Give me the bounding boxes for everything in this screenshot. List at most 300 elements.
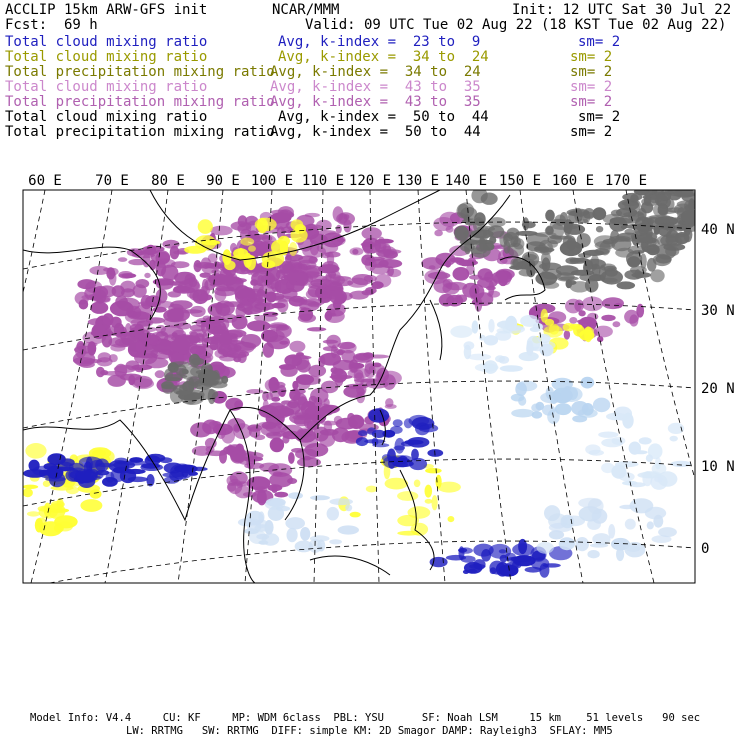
latitude-label: 10 N <box>701 459 735 475</box>
cloud-cell <box>457 295 467 303</box>
cloud-cell <box>375 274 392 288</box>
cloud-cell <box>625 519 636 530</box>
cloud-cell <box>189 354 200 367</box>
cloud-cell <box>23 488 33 497</box>
cloud-cell <box>258 422 278 428</box>
cloud-cell <box>624 270 643 280</box>
cloud-cell <box>285 517 305 529</box>
cloud-cell <box>358 430 368 436</box>
cloud-cell <box>274 492 288 498</box>
cloud-cell <box>522 217 529 230</box>
cloud-cell <box>122 273 136 278</box>
cloud-cell <box>593 398 610 413</box>
cloud-cell <box>249 531 267 544</box>
cloud-cell <box>383 374 396 390</box>
cloud-cell <box>499 549 507 553</box>
longitude-label: 160 E <box>551 173 595 189</box>
cloud-cell <box>348 415 364 429</box>
cloud-cell <box>569 317 577 324</box>
cloud-cell <box>23 485 39 489</box>
latitude-label: 0 <box>701 541 710 557</box>
cloud-cell <box>655 255 671 264</box>
cloud-cell <box>240 238 254 246</box>
cloud-cell <box>657 210 676 214</box>
cloud-cell <box>439 212 459 227</box>
cloud-cell <box>489 561 504 575</box>
field-name: Total precipitation mixing ratio <box>5 64 275 80</box>
cloud-cell <box>468 354 492 361</box>
cloud-cell <box>96 463 114 467</box>
cloud-cell <box>364 439 385 443</box>
cloud-cell <box>327 252 334 266</box>
cloud-cell <box>385 404 397 409</box>
cloud-cell <box>390 426 403 434</box>
cloud-cell <box>218 329 229 334</box>
cloud-cell <box>265 499 285 510</box>
cloud-cell <box>257 218 268 234</box>
cloud-cell <box>428 272 450 280</box>
cloud-cell <box>534 232 556 237</box>
longitude-label: 60 E <box>28 173 62 189</box>
cloud-cell <box>329 498 353 505</box>
cloud-cell <box>297 360 311 373</box>
cloud-cell <box>243 492 257 497</box>
cloud-cell <box>574 300 584 312</box>
cloud-cell <box>531 404 541 412</box>
cloud-cell <box>368 408 389 422</box>
cloud-cell <box>272 438 284 452</box>
cloud-cell <box>268 402 284 410</box>
cloud-cell <box>483 360 497 374</box>
cloud-cell <box>269 278 277 289</box>
cloud-cell <box>297 414 321 420</box>
cloud-cell <box>119 327 127 341</box>
cloud-cell <box>108 337 131 348</box>
cloud-cell <box>299 308 313 322</box>
cloud-cell <box>463 570 469 574</box>
cloud-cell <box>135 340 143 352</box>
cloud-cell <box>338 342 356 349</box>
cloud-cell <box>345 504 352 511</box>
cloud-cell <box>565 257 579 264</box>
cloud-cell <box>233 424 240 433</box>
cloud-cell <box>118 257 127 262</box>
cloud-cell <box>382 454 391 461</box>
cloud-cell <box>561 515 575 528</box>
cloud-cell <box>671 461 692 467</box>
cloud-cell <box>161 384 177 389</box>
cloud-cell <box>637 208 646 221</box>
cloud-cell <box>624 310 639 324</box>
cloud-cell <box>525 261 548 274</box>
cloud-cell <box>273 471 283 476</box>
cloud-cell <box>349 360 359 373</box>
run-title: ACCLIP 15km ARW-GFS init <box>5 2 208 18</box>
cloud-cell <box>194 260 202 272</box>
cloud-cell <box>302 245 326 258</box>
cloud-cell <box>201 257 211 269</box>
cloud-cell <box>590 543 608 547</box>
cloud-cell <box>335 376 343 386</box>
cloud-cell <box>450 326 472 338</box>
cloud-cell <box>90 489 102 499</box>
field-smoothing: sm= 2 <box>570 49 613 65</box>
cloud-cell <box>310 495 330 500</box>
cloud-cell <box>327 507 339 521</box>
forecast-hours: 69 h <box>64 17 98 33</box>
cloud-cell <box>333 368 344 375</box>
cloud-cell <box>138 330 151 343</box>
cloud-cell <box>361 254 374 266</box>
cloud-cell <box>601 463 614 473</box>
cloud-cell <box>469 564 486 569</box>
cloud-cell <box>500 365 523 372</box>
cloud-cell <box>266 432 282 439</box>
cloud-cell <box>144 273 150 278</box>
cloud-cell <box>412 417 435 430</box>
cloud-cell <box>216 286 235 291</box>
cloud-cell <box>456 260 478 266</box>
cloud-cell <box>184 394 196 404</box>
cloud-cell <box>305 213 320 217</box>
cloud-cell <box>295 449 318 460</box>
cloud-cell <box>263 400 269 412</box>
cloud-cell <box>108 268 119 275</box>
cloud-cell <box>600 270 623 285</box>
valid-time: Valid: 09 UTC Tue 02 Aug 22 (18 KST Tue 02 Aug 22) <box>305 17 727 33</box>
cloud-cell <box>488 319 494 333</box>
field-smoothing: sm= 2 <box>570 64 613 80</box>
longitude-label: 130 E <box>396 173 440 189</box>
cloud-cell <box>162 472 184 477</box>
cloud-cell <box>601 315 615 321</box>
cloud-cell <box>425 468 442 473</box>
cloud-cell <box>25 443 46 459</box>
cloud-cell <box>296 352 304 356</box>
cloud-cell <box>460 242 475 252</box>
cloud-cell <box>414 480 421 488</box>
cloud-cell <box>599 241 610 255</box>
field-smoothing: sm= 2 <box>570 79 613 95</box>
cloud-cell <box>629 442 641 455</box>
cloud-cell <box>141 295 153 309</box>
cloud-cell <box>487 291 500 298</box>
cloud-cell <box>89 460 105 474</box>
cloud-cell <box>210 334 231 345</box>
cloud-cell <box>270 324 287 328</box>
cloud-cell <box>282 288 297 299</box>
cloud-cell <box>468 569 477 573</box>
cloud-cell <box>338 213 347 224</box>
cloud-cell <box>80 499 102 512</box>
cloud-cell <box>338 525 359 534</box>
cloud-cell <box>446 555 466 561</box>
cloud-cell <box>35 518 43 532</box>
cloud-cell <box>486 286 496 291</box>
cloud-cell <box>350 512 361 518</box>
cloud-cell <box>469 284 484 300</box>
cloud-cell <box>511 394 525 402</box>
cloud-cell <box>289 242 297 256</box>
cloud-cell <box>291 228 308 243</box>
cloud-cell <box>155 370 165 378</box>
cloud-cell <box>100 370 108 375</box>
field-level-range: Avg, k-index = 34 to 24 <box>278 49 489 65</box>
cloud-cell <box>247 320 271 331</box>
center-label: NCAR/MMM <box>272 2 340 18</box>
cloud-cell <box>83 359 102 363</box>
cloud-cell <box>287 528 298 542</box>
cloud-cell <box>479 236 485 250</box>
cloud-cell <box>95 290 107 303</box>
cloud-cell <box>559 537 575 550</box>
cloud-cell <box>646 454 653 462</box>
cloud-cell <box>307 327 326 331</box>
cloud-cell <box>132 252 155 258</box>
cloud-cell <box>458 202 474 218</box>
cloud-cell <box>355 354 370 361</box>
cloud-cell <box>232 315 248 330</box>
cloud-cell <box>432 495 438 510</box>
cloud-cell <box>258 511 264 522</box>
cloud-cell <box>547 240 558 248</box>
cloud-cell <box>653 515 663 528</box>
cloud-cell <box>532 411 543 418</box>
cloud-cell <box>186 376 200 385</box>
cloud-cell <box>533 323 543 331</box>
cloud-cell <box>652 535 672 543</box>
cloud-cell <box>39 470 58 478</box>
cloud-cell <box>57 498 64 509</box>
cloud-cell <box>334 416 343 425</box>
cloud-cell <box>655 186 667 190</box>
cloud-cell <box>220 276 236 286</box>
cloud-cell <box>197 294 212 301</box>
cloud-cell <box>575 537 589 551</box>
cloud-cell <box>246 389 263 394</box>
cloud-cell <box>516 231 538 236</box>
cloud-cell <box>481 549 491 562</box>
cloud-cell <box>425 485 433 498</box>
cloud-cell <box>613 321 621 327</box>
cloud-cell <box>69 463 84 472</box>
cloud-cell <box>239 287 255 300</box>
cloud-cell <box>612 437 626 445</box>
init-time: Init: 12 UTC Sat 30 Jul 22 <box>512 2 732 18</box>
cloud-cell <box>537 542 554 554</box>
field-name: Total precipitation mixing ratio <box>5 94 275 110</box>
cloud-cell <box>249 426 261 437</box>
cloud-cell <box>404 418 413 428</box>
longitude-label: 140 E <box>444 173 488 189</box>
cloud-cell <box>184 246 206 254</box>
cloud-cell <box>156 252 171 265</box>
cloud-cell <box>198 219 213 234</box>
cloud-cell <box>176 323 191 330</box>
cloud-cell <box>165 377 182 381</box>
cloud-cell <box>352 249 358 255</box>
cloud-cell <box>74 346 95 354</box>
cloud-cell <box>425 499 433 504</box>
field-name: Total cloud mixing ratio <box>5 49 208 65</box>
model-info-line-2: LW: RRTMG SW: RRTMG DIFF: simple KM: 2D Smagor DAMP: Rayleigh3 SFLAY: MM5 <box>126 725 613 737</box>
cloud-cell <box>306 267 319 280</box>
cloud-cell <box>560 387 582 402</box>
cloud-cell <box>495 355 505 362</box>
cloud-cell <box>564 330 570 340</box>
cloud-cell <box>254 524 270 532</box>
cloud-cell <box>407 437 429 448</box>
cloud-cell <box>106 472 115 483</box>
cloud-cell <box>395 438 405 454</box>
cloud-cell <box>166 281 187 286</box>
cloud-cell <box>306 289 320 299</box>
field-name: Total cloud mixing ratio <box>5 109 208 125</box>
cloud-cell <box>168 308 184 322</box>
cloud-cell <box>647 521 654 529</box>
field-level-range: Avg, k-index = 43 to 35 <box>270 79 481 95</box>
cloud-cell <box>540 392 563 403</box>
cloud-cell <box>397 491 418 501</box>
cloud-cell <box>126 306 141 319</box>
cloud-cell <box>443 279 453 288</box>
cloud-cell <box>307 421 319 431</box>
cloud-cell <box>526 341 533 356</box>
cloud-cell <box>578 409 598 418</box>
cloud-cell <box>610 230 619 244</box>
cloud-cell <box>391 455 413 464</box>
cloud-cell <box>235 451 257 465</box>
cloud-cell <box>639 437 652 444</box>
cloud-cell <box>598 432 618 438</box>
cloud-cell <box>644 196 651 206</box>
cloud-cell <box>512 543 534 556</box>
cloud-cell <box>190 325 205 332</box>
cloud-cell <box>121 288 135 297</box>
cloud-cell <box>296 376 311 390</box>
cloud-cell <box>658 223 672 237</box>
cloud-cell <box>543 281 560 288</box>
cloud-cell <box>437 482 461 493</box>
cloud-cell <box>566 238 576 251</box>
cloud-cell <box>474 220 485 226</box>
cloud-cell <box>28 460 39 472</box>
cloud-cell <box>622 413 633 429</box>
cloud-cell <box>365 360 374 374</box>
cloud-cell <box>596 226 603 232</box>
cloud-cell <box>173 287 196 294</box>
cloud-cell <box>670 436 678 442</box>
cloud-cell <box>288 452 295 464</box>
cloud-cell <box>256 289 265 299</box>
cloud-cell <box>526 241 546 251</box>
cloud-cell <box>513 238 524 249</box>
cloud-cell <box>619 472 635 481</box>
cloud-cell <box>619 505 634 509</box>
field-name: Total precipitation mixing ratio <box>5 124 275 140</box>
forecast-label: Fcst: <box>5 17 48 33</box>
cloud-cell <box>448 516 455 522</box>
cloud-cell <box>585 444 600 454</box>
cloud-cell <box>279 364 296 370</box>
cloud-cell <box>308 365 326 377</box>
cloud-cell <box>331 289 343 294</box>
cloud-cell <box>512 258 522 270</box>
cloud-cell <box>237 223 251 234</box>
cloud-cell <box>288 492 303 499</box>
cloud-cell <box>170 339 190 352</box>
latitude-label: 20 N <box>701 381 735 397</box>
cloud-cell <box>156 289 168 304</box>
cloud-cell <box>478 268 493 280</box>
cloud-cell <box>377 246 397 260</box>
cloud-cell <box>588 498 604 514</box>
map-content <box>0 186 725 588</box>
cloud-cell <box>684 201 694 213</box>
cloud-cell <box>285 255 292 263</box>
cloud-cell <box>27 511 40 516</box>
cloud-cell <box>427 449 443 457</box>
cloud-cell <box>629 482 645 487</box>
cloud-cell <box>583 208 595 219</box>
coastline <box>310 556 390 575</box>
cloud-cell <box>289 272 307 281</box>
cloud-cell <box>133 376 153 388</box>
cloud-cell <box>79 299 89 309</box>
longitude-label: 70 E <box>95 173 129 189</box>
field-level-range: Avg, k-index = 50 to 44 <box>278 109 489 125</box>
cloud-cell <box>323 340 338 344</box>
cloud-cell <box>579 273 601 281</box>
cloud-cell <box>538 334 551 343</box>
cloud-cell <box>266 392 273 400</box>
cloud-cell <box>627 256 640 267</box>
cloud-cell <box>549 324 559 335</box>
cloud-cell <box>366 486 377 493</box>
cloud-cell <box>479 335 486 341</box>
cloud-cell <box>195 333 205 343</box>
cloud-cell <box>492 272 508 283</box>
cloud-cell <box>261 329 284 342</box>
cloud-cell <box>331 235 346 246</box>
cloud-cell <box>215 301 235 316</box>
cloud-cell <box>320 429 339 436</box>
cloud-cell <box>277 269 292 273</box>
cloud-cell <box>308 302 322 307</box>
cloud-cell <box>506 562 519 569</box>
cloud-cell <box>174 335 195 339</box>
cloud-cell <box>329 539 342 544</box>
cloud-cell <box>587 550 599 558</box>
cloud-cell <box>145 455 161 465</box>
field-level-range: Avg, k-index = 34 to 24 <box>270 64 481 80</box>
cloud-cell <box>214 261 220 267</box>
cloud-cell <box>429 265 436 269</box>
cloud-cell <box>622 201 639 206</box>
model-info-line-1: Model Info: V4.4 CU: KF MP: WDM 6class PBL: YSU SF: Noah LSM 15 km 51 levels 90 sec <box>30 712 701 724</box>
field-name: Total cloud mixing ratio <box>5 34 208 50</box>
cloud-cell <box>556 272 575 281</box>
cloud-cell <box>310 535 330 541</box>
cloud-cell <box>128 259 147 265</box>
cloud-cell <box>511 409 534 418</box>
parallel-line <box>23 541 695 588</box>
cloud-cell <box>219 450 227 464</box>
cloud-cell <box>372 443 389 447</box>
cloud-cell <box>583 327 594 335</box>
cloud-cell <box>453 267 470 281</box>
cloud-cell <box>289 341 305 353</box>
